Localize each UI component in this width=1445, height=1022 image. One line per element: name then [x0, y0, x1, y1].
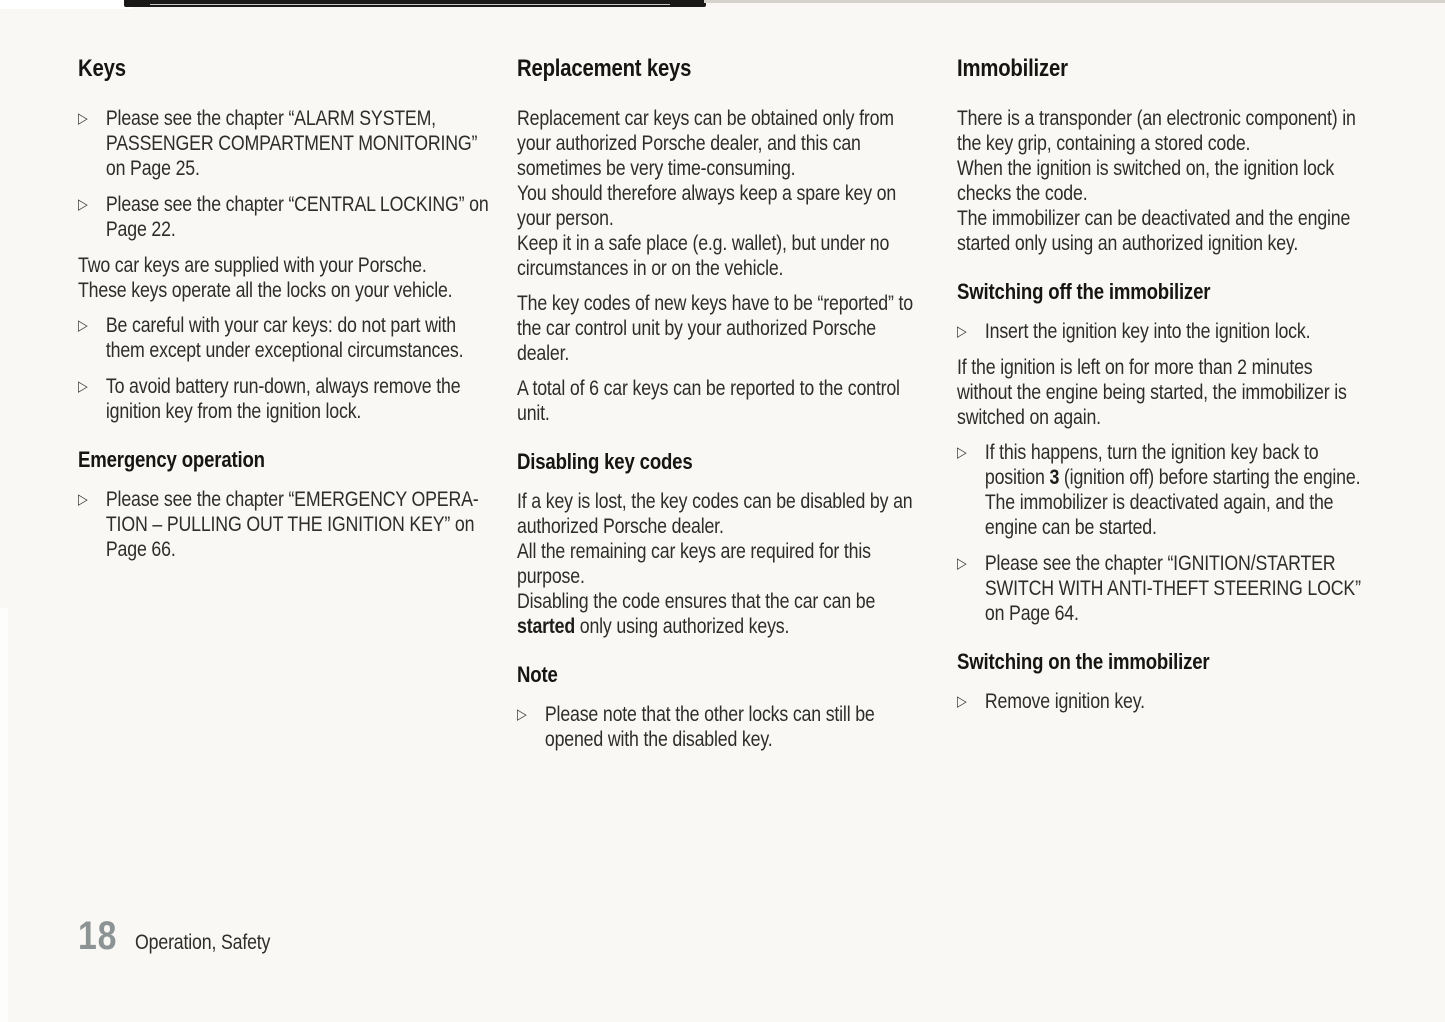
text-run: Replacement car keys can be obtained only from your authorized Porsche dealer, and this can sometimes be very time-consuming. You should therefore always keep a spare key on your person. Keep it in a safe place (e.g. wallet), but under no circumstances in or on the vehicle.	[517, 107, 897, 280]
bullet-text	[545, 702, 931, 752]
paragraph	[78, 253, 492, 303]
triangle-bullet-icon: ▷	[78, 317, 88, 334]
bullet-text	[106, 106, 492, 181]
triangle-bullet-icon: ▷	[957, 555, 967, 572]
text-run: The key codes of new keys have to be “reported” to the car control unit by your authorized Porsche dealer.	[517, 292, 918, 365]
footer-section-label: Operation, Safety	[135, 931, 271, 954]
text-run: Be careful with your car keys: do not part with them except under exceptional circumstances.	[105, 314, 464, 362]
scan-artifact-top-edge-line	[704, 0, 1445, 3]
bullet-text	[106, 192, 492, 242]
text-run: Please see the chapter “IGNITION/STARTER SWITCH WITH ANTI-THEFT STEERING LOCK” on Page 64.	[984, 552, 1366, 625]
bullet-text	[106, 374, 492, 424]
bold-text-run: started	[517, 615, 575, 638]
paragraph	[517, 291, 931, 366]
bullet-item	[957, 551, 1371, 626]
bullet-item	[78, 106, 492, 181]
bold-text-run: 3	[1049, 466, 1060, 489]
paragraph	[517, 376, 931, 426]
triangle-bullet-icon: ▷	[78, 196, 88, 213]
triangle-bullet-icon: ▷	[957, 444, 967, 461]
text-run: (ignition off) before starting the engine. The immobilizer is deactivated again, and the engine can be started.	[984, 466, 1365, 539]
bullet-item	[78, 192, 492, 242]
bullet-item	[957, 319, 1371, 344]
bullet-text	[985, 319, 1371, 344]
bullet-text	[985, 689, 1371, 714]
paragraph	[957, 106, 1371, 256]
bullet-item	[517, 702, 931, 752]
subsection-heading: Switching off the immobilizer	[957, 279, 1211, 304]
triangle-bullet-icon: ▷	[78, 378, 88, 395]
bullet-text	[985, 440, 1371, 540]
text-run: Please see the chapter “CENTRAL LOCKING” on Page 22.	[105, 193, 494, 241]
bullet-text	[985, 551, 1371, 626]
text-run: If this happens, turn the ignition key back to position	[984, 441, 1324, 489]
subsection-heading: Emergency operation	[78, 447, 265, 472]
text-run: Please see the chapter “EMERGENCY OPERA-TION – PULLING OUT THE IGNITION KEY” on Page 66.	[105, 488, 480, 561]
bullet-item	[78, 374, 492, 424]
text-run: Please see the chapter “ALARM SYSTEM, PASSENGER COMPARTMENT MONITORING” on Page 25.	[105, 107, 483, 180]
section-heading: Keys	[78, 55, 126, 82]
text-run: If the ignition is left on for more than 2 minutes without the engine being started, the immobilizer is switched on again.	[957, 356, 1352, 429]
scan-artifact-top-left	[0, 0, 133, 9]
section-heading: Replacement keys	[517, 55, 692, 82]
triangle-bullet-icon: ▷	[78, 491, 88, 508]
bullet-text	[106, 487, 492, 562]
page-footer	[78, 916, 678, 956]
subsection-heading: Note	[517, 662, 558, 687]
triangle-bullet-icon: ▷	[957, 323, 967, 340]
text-run: Insert the ignition key into the ignition lock.	[984, 320, 1311, 343]
text-run: To avoid battery run-down, always remove the ignition key from the ignition lock.	[105, 375, 466, 423]
bullet-item	[957, 689, 1371, 714]
triangle-bullet-icon: ▷	[957, 693, 967, 710]
scan-artifact-top-bar-line	[150, 4, 670, 5]
bullet-item	[78, 313, 492, 363]
bullet-text	[106, 313, 492, 363]
paragraph	[517, 489, 931, 639]
footer-inner	[78, 916, 585, 956]
triangle-bullet-icon: ▷	[517, 706, 527, 723]
scan-artifact-left-strip	[0, 608, 8, 1022]
subsection-heading: Switching on the immobilizer	[957, 649, 1210, 674]
page-number: 18	[78, 914, 118, 958]
text-run: Two car keys are supplied with your Porsche. These keys operate all the locks on your vehicle.	[78, 254, 453, 302]
column-replacement-keys	[517, 54, 931, 763]
text-run: There is a transponder (an electronic component) in the key grip, containing a stored code. When the ignition is switched on, the ignition lock checks the code. The immobilizer can be deactivated and the engine started only using an authorized ignition key.	[957, 107, 1356, 255]
text-run: A total of 6 car keys can be reported to the control unit.	[517, 377, 905, 425]
columns	[78, 54, 1418, 914]
column-keys	[78, 54, 492, 573]
text-run: only using authorized keys.	[574, 615, 790, 638]
text-run: If a key is lost, the key codes can be disabled by an authorized Porsche dealer. All the remaining car keys are required for this purpose. Disabling the code ensures that the car can be	[517, 490, 913, 613]
text-run: Please note that the other locks can still be opened with the disabled key.	[544, 703, 880, 751]
bullet-item	[957, 440, 1371, 540]
text-run: Remove ignition key.	[984, 690, 1145, 713]
triangle-bullet-icon: ▷	[78, 110, 88, 127]
subsection-heading: Disabling key codes	[517, 449, 693, 474]
column-immobilizer	[957, 54, 1371, 725]
section-heading: Immobilizer	[957, 55, 1068, 82]
bullet-item	[78, 487, 492, 562]
paragraph	[517, 106, 931, 281]
paragraph	[957, 355, 1371, 430]
